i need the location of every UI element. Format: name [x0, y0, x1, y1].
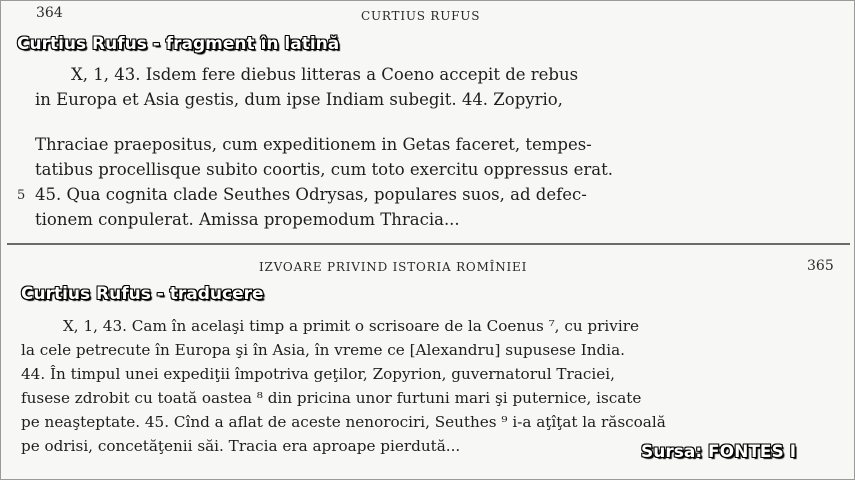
translation-page-fragment [1, 246, 855, 480]
page-number-left: 364 [36, 5, 63, 21]
caption-translation: Curtius Rufus - traducere [21, 284, 264, 304]
latin-line: 45. Qua cognita clade Seuthes Odrysas, populares suos, ad defec- [35, 185, 587, 204]
running-head-latin: CURTIUS RUFUS [361, 9, 481, 23]
latin-line: Thraciae praepositus, cum expeditionem in Getas faceret, tempes- [35, 135, 592, 154]
section-divider [7, 243, 850, 245]
margin-line-number: 5 [17, 188, 26, 203]
translation-line: pe odrisi, concetăţenii săi. Tracia era aproape pierdută... [21, 437, 461, 455]
caption-latin: Curtius Rufus - fragment în latină [17, 34, 340, 54]
translation-line: 44. În timpul unei expediţii împotriva geţilor, Zopyrion, guvernatorul Traciei, [21, 365, 615, 383]
translation-line: la cele petrecute în Europa şi în Asia, în vreme ce [Alexandru] supusese India. [21, 341, 625, 359]
latin-line: tatibus procellisque subito coortis, cum toto exercitu oppressus erat. [35, 160, 613, 179]
latin-line: X, 1, 43. Isdem fere diebus litteras a Coeno accepit de rebus [71, 65, 579, 84]
source-label: Sursa: FONTES I [641, 442, 797, 462]
latin-line: in Europa et Asia gestis, dum ipse Indiam subegit. 44. Zopyrio, [35, 90, 563, 109]
latin-page-fragment [1, 1, 855, 242]
translation-line: fusese zdrobit cu toată oastea ⁸ din pricina unor furtuni mari şi puternice, iscate [21, 389, 642, 407]
translation-line: X, 1, 43. Cam în acelaşi timp a primit o scrisoare de la Coenus ⁷, cu privire [63, 317, 639, 335]
latin-line: tionem conpulerat. Amissa propemodum Thracia... [35, 210, 460, 229]
translation-line: pe neaşteptate. 45. Cînd a aflat de aceste nenorociri, Seuthes ⁹ i-a aţîţat la răscoală [21, 413, 666, 431]
running-head-translation: IZVOARE PRIVIND ISTORIA ROMÎNIEI [259, 260, 528, 274]
page-number-right: 365 [807, 258, 834, 274]
